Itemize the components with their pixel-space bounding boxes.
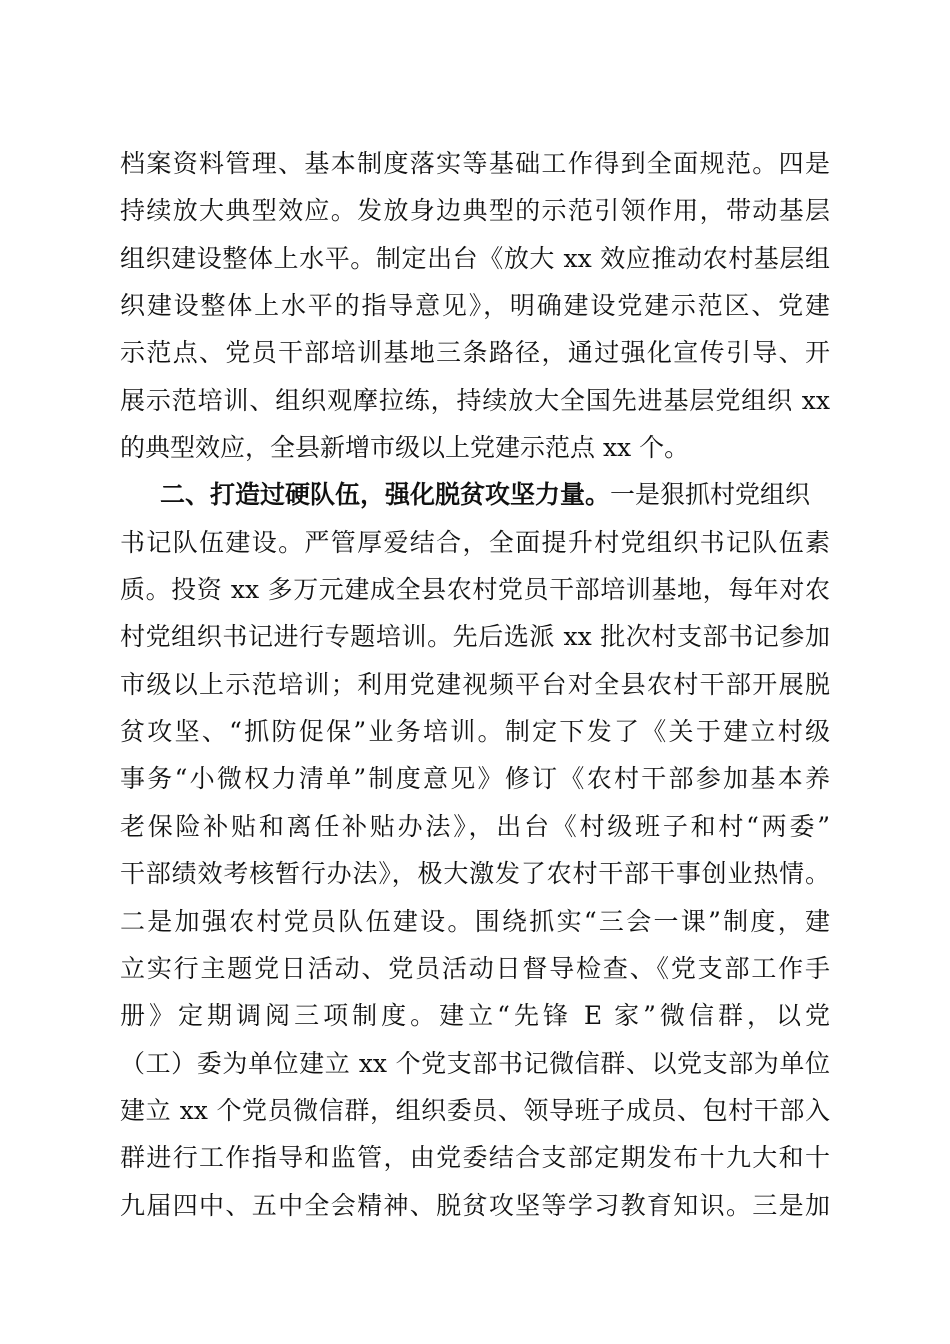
- text-line: （工）委为单位建立 xx 个党支部书记微信群、以党支部为单位: [120, 1048, 830, 1078]
- text-line: 老保险补贴和离任补贴办法》，出台《村级班子和村“两委”: [120, 811, 830, 841]
- text-line: 九届四中、五中全会精神、脱贫攻坚等学习教育知识。三是加: [120, 1190, 830, 1220]
- text-line: 档案资料管理、基本制度落实等基础工作得到全面规范。四是: [120, 149, 830, 178]
- text-line: 展示范培训、组织观摩拉练，持续放大全国先进基层党组织 xx: [120, 385, 830, 415]
- text-line: 的典型效应，全县新增市级以上党建示范点 xx 个。: [120, 433, 690, 463]
- text-line: 二是加强农村党员队伍建设。围绕抓实“三会一课”制度，建: [120, 906, 830, 936]
- paragraph-2: [120, 471, 830, 1229]
- paragraph-1: [120, 140, 830, 471]
- text-line: 立实行主题党日活动、党员活动日督导检查、《党支部工作手: [120, 953, 830, 983]
- text-line: 市级以上示范培训；利用党建视频平台对全县农村干部开展脱: [120, 669, 830, 699]
- text-line: 建立 xx 个党员微信群，组织委员、领导班子成员、包村干部入: [120, 1095, 830, 1125]
- section-heading: 二、打造过硬队伍，强化脱贫攻坚力量。: [160, 480, 611, 510]
- document-body: [120, 140, 830, 1229]
- text-run: 一是狠抓村党组织: [610, 480, 811, 510]
- text-line: 组织建设整体上水平。制定出台《放大 xx 效应推动农村基层组: [120, 243, 830, 273]
- text-line: 干部绩效考核暂行办法》，极大激发了农村干部干事创业热情。: [120, 859, 830, 889]
- text-line: 书记队伍建设。严管厚爱结合，全面提升村党组织书记队伍素: [120, 527, 830, 557]
- paragraph-2-first-line: [120, 471, 830, 518]
- text-line: 册》定期调阅三项制度。建立“先锋 E 家”微信群，以党: [120, 1001, 830, 1031]
- text-line: 示范点、党员干部培训基地三条路径，通过强化宣传引导、开: [120, 338, 830, 368]
- text-line: 事务“小微权力清单”制度意见》修订《农村干部参加基本养: [120, 764, 830, 794]
- text-line: 质。投资 xx 多万元建成全县农村党员干部培训基地，每年对农: [120, 575, 830, 605]
- text-line: 群进行工作指导和监管，由党委结合支部定期发布十九大和十: [120, 1143, 830, 1173]
- text-line: 织建设整体上水平的指导意见》，明确建设党建示范区、党建: [120, 291, 830, 321]
- text-line: 持续放大典型效应。发放身边典型的示范引领作用，带动基层: [120, 196, 830, 226]
- text-line: 贫攻坚、“抓防促保”业务培训。制定下发了《关于建立村级: [120, 717, 830, 747]
- text-line: 村党组织书记进行专题培训。先后选派 xx 批次村支部书记参加: [120, 622, 830, 652]
